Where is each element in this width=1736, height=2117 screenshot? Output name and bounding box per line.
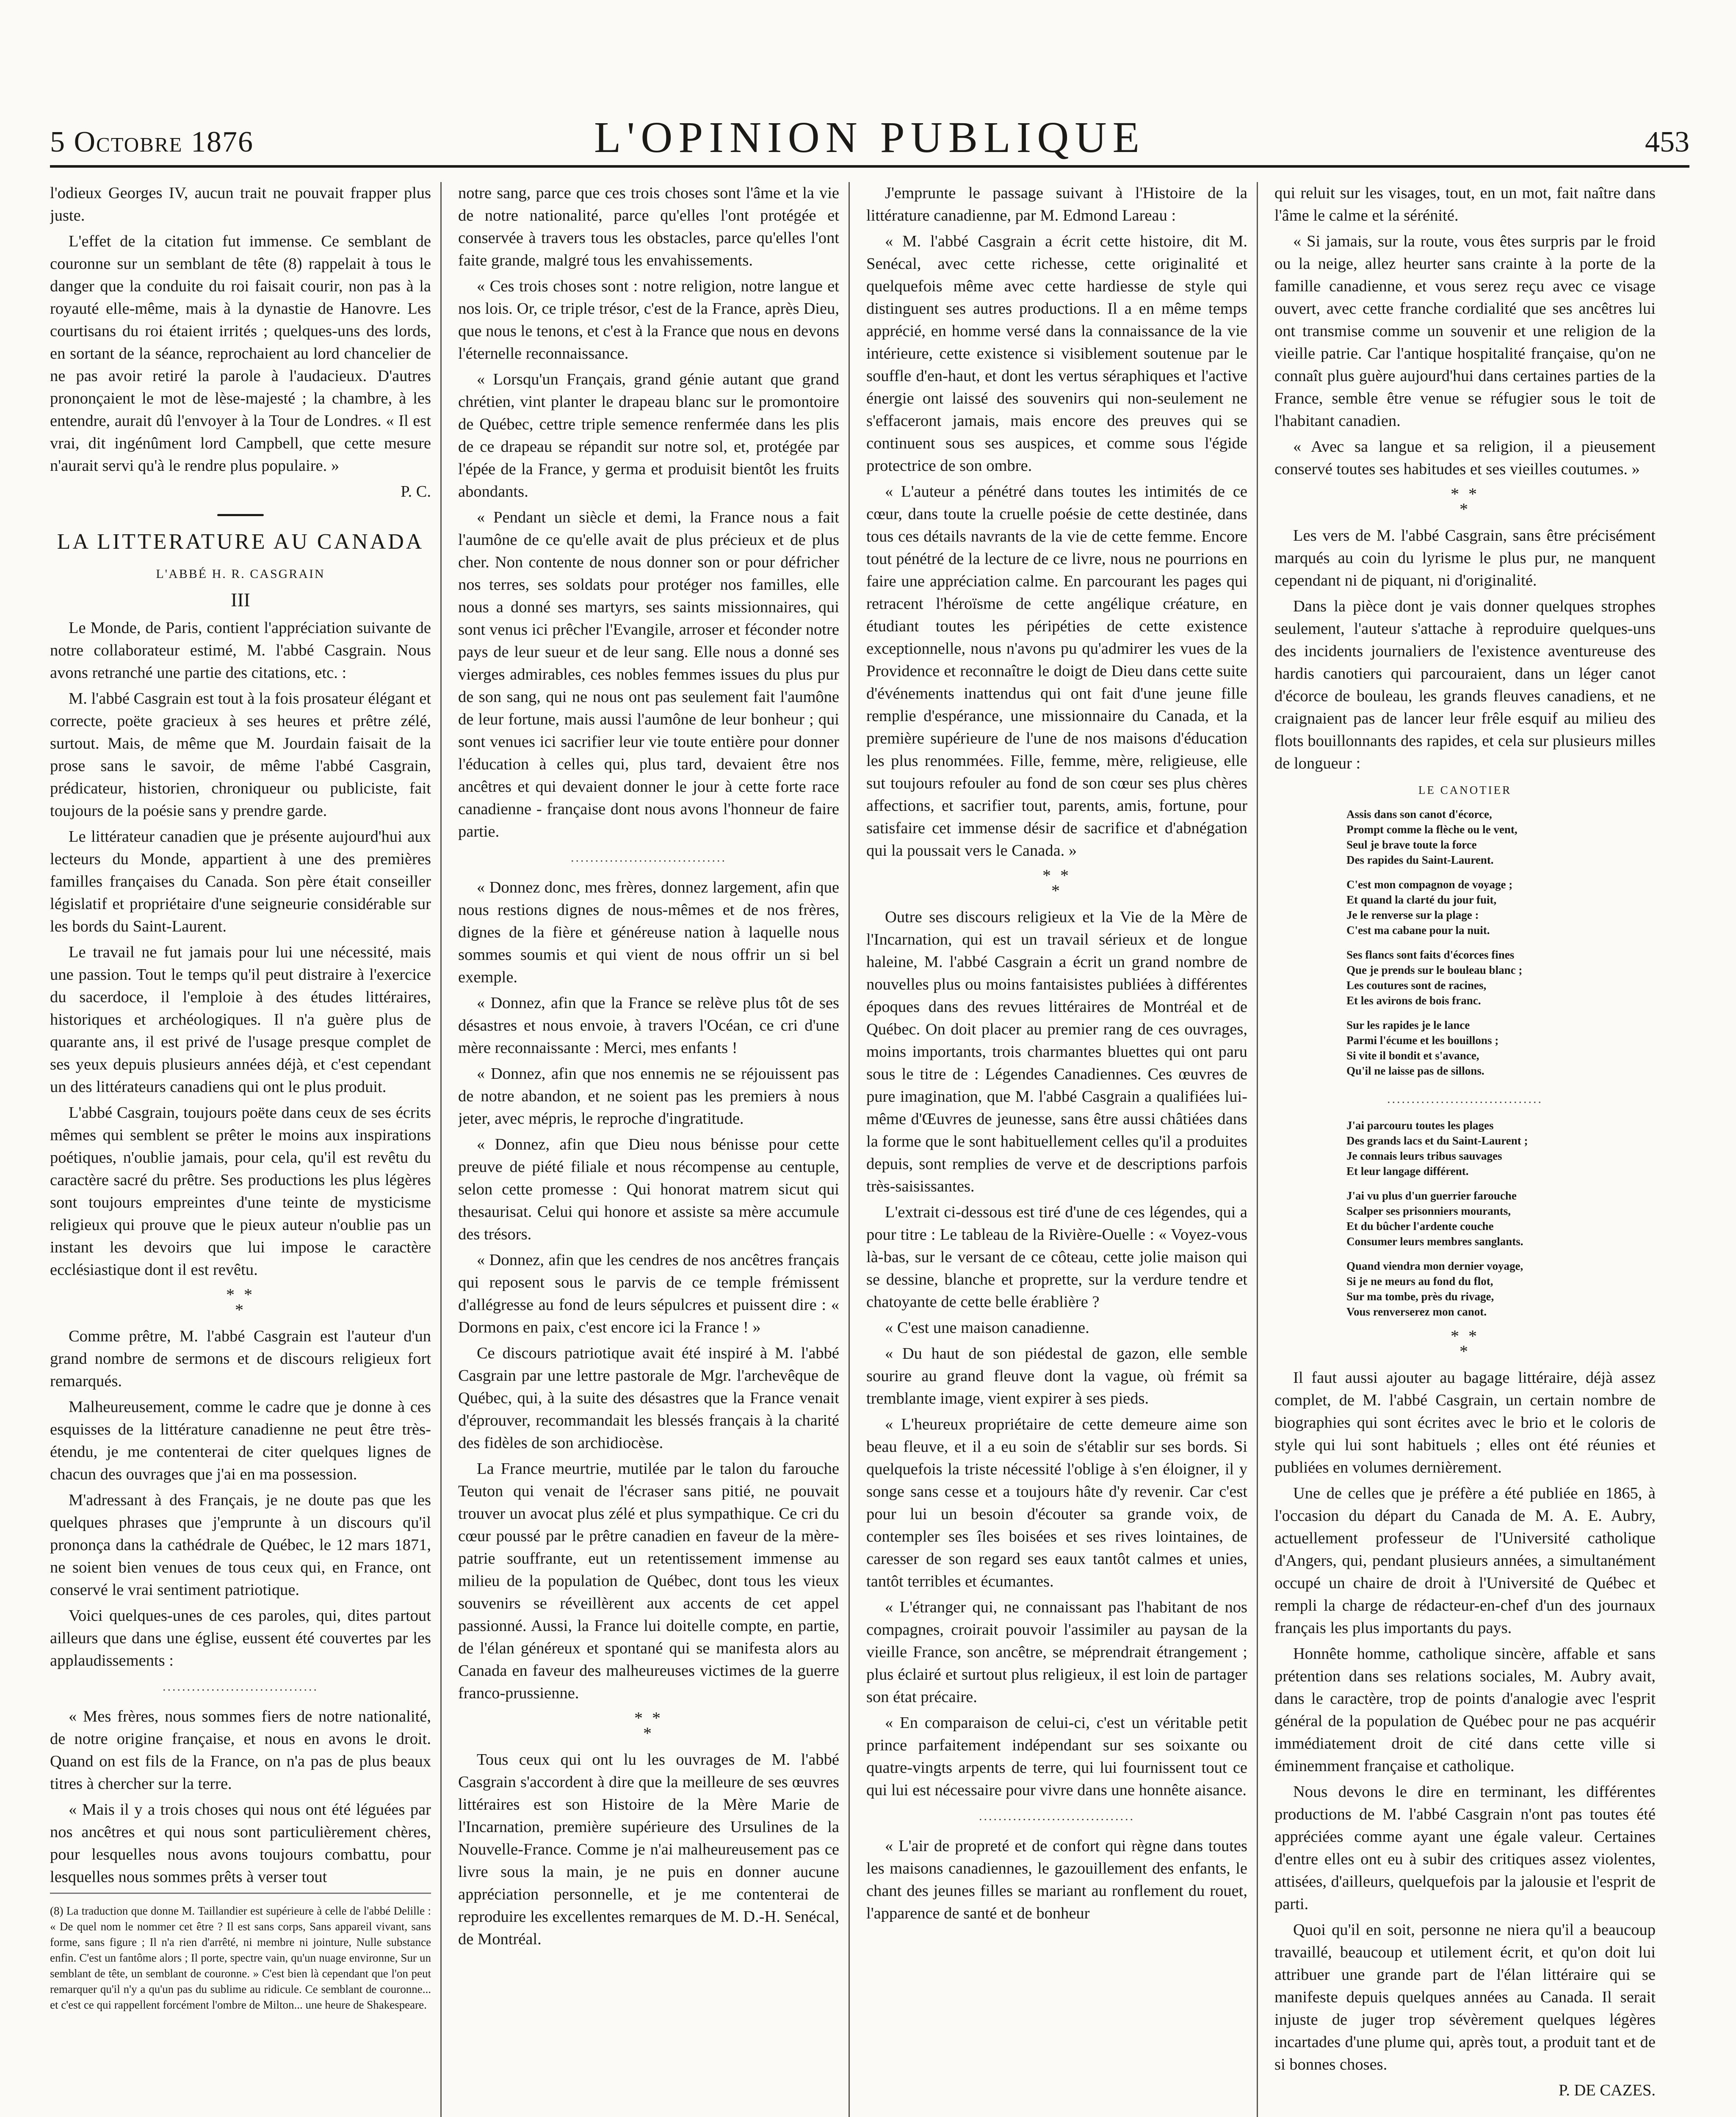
column-3 <box>866 182 1247 2117</box>
poem-line: C'est mon compagnon de voyage ; <box>1346 878 1513 891</box>
article-paragraph: « Mes frères, nous sommes fiers de notre nationalité, de notre origine française, et nous en avons le droit. Quand on est fils de la France, on n'a pas de plus beaux titres à chercher sur la terre. <box>50 1708 431 1793</box>
article-paragraph: « Donnez donc, mes frères, donnez largement, afin que nous restions dignes de nous-mêmes et de nos frères, dignes de la fière et généreuse nation à laquelle nous sommes soumis et qui vient de nous offrir un si bel exemple. <box>458 879 839 986</box>
poem-title: LE CANOTIER <box>1418 784 1512 796</box>
article-paragraph: M'adressant à des Français, je ne doute pas que les quelques phrases que j'emprunte à un discours qu'il prononça dans la cathédrale de Québec, le 12 mars 1871, ne soient bien venues de tous ceux qui, en France, ont conservé le vrai sentiment patriotique. <box>50 1491 431 1599</box>
poem-line: Des grands lacs et du Saint-Laurent ; <box>1346 1134 1528 1147</box>
article-paragraph: L'effet de la citation fut immense. Ce semblant de couronne sur un semblant de tête (8) rappelait à tous le danger que la conduite du roi faisait courir, non pas à la royauté elle-même, mais à la dynastie de Hanovre. Les courtisans du roi étaient irrités ; quelques-uns des lords, en sortant de la séance, reprochaient au lord chancelier de ne pas avoir retiré la parole à l'audacieux. D'autres prononçaient le mot de lèse-majesté ; la chambre, à les entendre, aurait dû l'envoyer à la Tour de Londres. « Il est vrai, dit ingénûment lord Campbell, que cette mesure n'aurait servi qu'à le rendre plus populaire. » <box>50 232 431 475</box>
poem-stanza <box>1346 947 1656 1008</box>
article-paragraph: « Donnez, afin que la France se relève plus tôt de ses désastres et nous envoie, à travers l'Océan, ce cri d'une mère reconnaissante : Merci, mes enfants ! <box>458 994 839 1057</box>
signature: P. C. <box>401 483 431 500</box>
footnote: (8) La traduction que donne M. Taillandier est supérieure à celle de l'abbé Delille : « De quel nom le nommer cet être ? Il est sans corps, Sans appareil vivant, sans forme, sans figure ; Il n'a rien d'arrêté, ni membre ni jointure, Nulle substance enfin. C'est un fantôme alors ; Il porte, spectre vain, qu'un nuage environne, Sur un semblant de tête, un semblant de couronne. » C'est bien là cependant que l'on peut remarquer qu'il n'y a qu'un pas du sublime au ridicule. Ce semblant de couronne... et c'est ce qui rappellent forcément l'ombre de Milton... une heure de Shakespeare. <box>50 1904 431 2011</box>
poem-line: Et les avirons de bois franc. <box>1346 994 1481 1007</box>
ellipsis-divider: ................................ <box>979 1809 1135 1823</box>
article-paragraph: « Mais il y a trois choses qui nous ont été léguées par nos ancêtres et qui nous sont particulièrement chères, pour lesquelles nous avons toujours combattu, pour lesquelles nous sommes prêts à verser tout <box>50 1801 431 1886</box>
article-paragraph: M. l'abbé Casgrain est tout à la fois prosateur élégant et correcte, poëte gracieux à ses heures et prêtre zélé, surtout. Mais, de même que M. Jourdain faisait de la prose sans le savoir, de même l'abbé Casgrain, prédicateur, historien, chroniqueur ou publiciste, fait toujours de la poésie sans y prendre garde. <box>50 690 431 820</box>
poem-line: Si je ne meurs au fond du flot, <box>1346 1275 1493 1288</box>
poem-line: Des rapides du Saint-Laurent. <box>1346 854 1494 866</box>
signature: P. DE CAZES. <box>1559 2081 1656 2099</box>
article-paragraph: J'emprunte le passage suivant à l'Histoire de la littérature canadienne, par M. Edmond Lareau : <box>866 184 1247 224</box>
poem-line: Et leur langage différent. <box>1346 1165 1469 1177</box>
article-paragraph: « Donnez, afin que Dieu nous bénisse pour cette preuve de piété filiale et nous récompense au centuple, selon cette promesse : Qui honorat matrem sicut qui thesaurisat. Celui qui honore et assiste sa mère accumule des trésors. <box>458 1136 839 1243</box>
article-paragraph: « Donnez, afin que nos ennemis ne se réjouissent pas de notre abandon, et ne soient pas les premiers à nous jeter, avec mépris, le reproche d'ingratitude. <box>458 1065 839 1128</box>
asterism-divider: * * * <box>226 1285 255 1319</box>
poem-line: Quand viendra mon dernier voyage, <box>1346 1260 1523 1272</box>
article-paragraph: « Du haut de son piédestal de gazon, elle semble sourire au grand fleuve dont la vague, où frémit sa tremblante image, vient expirer à ses pieds. <box>866 1345 1247 1407</box>
article-paragraph: qui reluit sur les visages, tout, en un mot, fait naître dans l'âme le calme et la sérénité. <box>1274 184 1656 224</box>
poem-line: Prompt comme la flèche ou le vent, <box>1346 823 1518 836</box>
article-paragraph: « En comparaison de celui-ci, c'est un véritable petit prince parfaitement indépendant sur ses soixante ou quatre-vingts arpents de terre, qui lui fournissent tout ce qui lui est nécessaire pour vivre dans une honnête aisance. <box>866 1714 1247 1799</box>
article-paragraph: « M. l'abbé Casgrain a écrit cette histoire, dit M. Senécal, avec cette richesse, cette originalité et quelquefois même avec cette hardiesse de style qui distinguent ses autres productions. Il a en même temps apprécié, en homme versé dans la connaissance de la vie intérieure, cette existence si visiblement soutenue par le souffle d'en-haut, et dont les vertus séraphiques et l'active énergie ont laissé des souvenirs qui non-seulement ne s'effaceront jamais, mais encore des preuves qui se continuent sous ses auspices, et comme sous l'égide protectrice de son ombre. <box>866 232 1247 475</box>
column-2 <box>458 182 839 2117</box>
asterism-divider: * * * <box>1451 1327 1479 1361</box>
poem-line: Ses flancs sont faits d'écorces fines <box>1346 948 1515 961</box>
page-number: 453 <box>1645 126 1689 158</box>
asterism-divider: * * * <box>1042 866 1071 900</box>
poem-line: Sur les rapides je le lance <box>1346 1019 1470 1031</box>
poem-line: Les coutures sont de racines, <box>1346 979 1487 992</box>
poem-line: J'ai parcouru toutes les plages <box>1346 1119 1494 1132</box>
article-paragraph: Le littérateur canadien que je présente aujourd'hui aux lecteurs du Monde, appartient à une des premières familles françaises du Canada. Son père était conseiller législatif et propriétaire d'une seigneurie considérable sur les bords du Saint-Laurent. <box>50 828 431 935</box>
newspaper-title: L'OPINION PUBLIQUE <box>594 113 1145 162</box>
article-paragraph: Les vers de M. l'abbé Casgrain, sans être précisément marqués au coin du lyrisme le plus pur, ne manquent cependant ni de piquant, ni d'originalité. <box>1274 527 1656 589</box>
article-paragraph: Tous ceux qui ont lu les ouvrages de M. l'abbé Casgrain s'accordent à dire que la meilleure de ses œuvres littéraires est son Histoire de la Mère Marie de l'Incarnation, première supérieure des Ursulines de la Nouvelle-France. Comme je n'ai malheureusement pas ce livre sous la main, je ne puis en donner aucune appréciation personnelle, et je me contenterai de reproduire les excellentes remarques de M. D.-H. Senécal, de Montréal. <box>458 1751 839 1948</box>
article-paragraph: « Avec sa langue et sa religion, il a pieusement conservé toutes ses habitudes et ses vieilles coutumes. » <box>1274 438 1656 478</box>
article-paragraph: Il faut aussi ajouter au bagage littéraire, déjà assez complet, de M. l'abbé Casgrain, un certain nombre de biographies qui sont écrites avec le brio et le coloris de style qui lui sont habituels ; elles ont été réunies et publiées en volumes dernièrement. <box>1274 1369 1656 1476</box>
poem-line: Si vite il bondit et s'avance, <box>1346 1049 1479 1062</box>
article-paragraph: L'abbé Casgrain, toujours poëte dans ceux de ses écrits mêmes qui semblent se prêter le moins aux inspirations poétiques, n'oublie jamais, pour cela, qu'il est revêtu du caractère sacré du prêtre. Ses productions les plus légères sont toujours empreintes d'une teinte de mysticisme religieux qui prouve que le pieux auteur n'oublie pas un instant les devoirs que lui impose le caractère ecclésiastique dont il est revêtu. <box>50 1104 431 1279</box>
article-paragraph: Une de celles que je préfère a été publiée en 1865, à l'occasion du départ du Canada de M. A. E. Aubry, actuellement professeur de l'Université catholique d'Angers, qui, pendant plusieurs années, a simultanément occupé un chaire de droit à l'Université de Québec et rempli la charge de rédacteur-en-chef d'un des journaux français les plus importants du pays. <box>1274 1484 1656 1637</box>
poem-stanza <box>1346 807 1656 868</box>
article-paragraph: Le Monde, de Paris, contient l'appréciation suivante de notre collaborateur estimé, M. l'abbé Casgrain. Nous avons retranché une partie des citations, etc. : <box>50 619 431 682</box>
article-paragraph: « C'est une maison canadienne. <box>885 1319 1089 1337</box>
article-paragraph: Le travail ne fut jamais pour lui une nécessité, mais une passion. Tout le temps qu'il peut distraire à l'exercice du sacerdoce, il l'emploie à des études littéraires, historiques et archéologiques. Il n'a guère plus de quarante ans, il est privé de l'usage presque complet de ses yeux depuis plusieurs années déjà, et c'est cependant un des littérateurs canadiens qui ont le plus produit. <box>50 943 431 1096</box>
article-paragraph: L'extrait ci-dessous est tiré d'une de ces légendes, qui a pour titre : Le tableau de la Rivière-Ouelle : « Voyez-vous là-bas, sur le versant de ce côteau, cette jolie maison qui se dessine, blanche et proprette, sur la verdure tendre et chatoyante de cette belle érablière ? <box>866 1203 1247 1311</box>
author-byline: L'ABBÉ H. R. CASGRAIN <box>156 567 325 581</box>
poem-line: J'ai vu plus d'un guerrier farouche <box>1346 1189 1517 1202</box>
article-paragraph: « Pendant un siècle et demi, la France nous a fait l'aumône de ce qu'elle avait de plus précieux et de plus cher. Non contente de nous donner son or pour défricher nos terres, ses soldats pour protéger nos familles, elle nous a donné ses martyrs, ses saints missionnaires, qui sont venus ici prêcher l'Evangile, arroser et féconder notre pays de leur sueur et de leur sang. Elle nous a donné ses vierges admirables, ces nobles femmes issues du plus pur de son sang, qui ne nous ont pas seulement fait l'aumône de leur fortune, mais aussi l'aumône de leur bonheur ; qui sont venues ici sacrifier leur vie toute entière pour donner l'éducation à celles qui, plus tard, devaient être nos ancêtres et qui devaient donner le jour à cette forte race canadienne - française dont nous avons l'honneur de faire partie. <box>458 509 839 840</box>
poem-line: Consumer leurs membres sanglants. <box>1346 1235 1523 1248</box>
issue-date: 5 Octobre 1876 <box>50 126 254 158</box>
article-paragraph: Malheureusement, comme le cadre que je donne à ces esquisses de la littérature canadienne ne peut être très-étendu, je me contenterai de citer quelques lignes de chacun des ouvrages que j'ai en ma possession. <box>50 1398 431 1483</box>
poem-line: Parmi l'écume et les bouillons ; <box>1346 1034 1499 1047</box>
poem-line: C'est ma cabane pour la nuit. <box>1346 924 1490 937</box>
article-paragraph: Nous devons le dire en terminant, les différentes productions de M. l'abbé Casgrain n'ont pas toutes été appréciées comme ayant une égale valeur. Certaines d'entre elles ont eu à subir des critiques assez violentes, attisées, d'ailleurs, quelquefois par la jalousie et l'esprit de parti. <box>1274 1783 1656 1913</box>
column-divider <box>440 182 442 2117</box>
asterism-divider: * * * <box>1451 484 1479 519</box>
poem-line: Vous renverserez mon canot. <box>1346 1305 1487 1318</box>
article-paragraph: Ce discours patriotique avait été inspiré à M. l'abbé Casgrain par une lettre pastorale de Mgr. l'archevêque de Québec, qui, à la suite des désastres que la France venait d'éprouver, recommandait les blessés français à la charité des fidèles de son archidiocèse. <box>458 1344 839 1452</box>
article-paragraph: Voici quelques-unes de ces paroles, qui, dites partout ailleurs que dans une église, eussent été couvertes par les applaudissements : <box>50 1607 431 1669</box>
column-divider <box>849 182 850 2117</box>
section-title: LA LITTERATURE AU CANADA <box>50 514 431 555</box>
article-paragraph: Comme prêtre, M. l'abbé Casgrain est l'auteur d'un grand nombre de sermons et de discours religieux fort remarqués. <box>50 1327 431 1390</box>
poem-line: Que je prends sur le bouleau blanc ; <box>1346 964 1523 976</box>
poem-line: Assis dans son canot d'écorce, <box>1346 808 1492 821</box>
asterism-divider: * * * <box>634 1708 663 1743</box>
article-paragraph: « L'étranger qui, ne connaissant pas l'habitant de nos compagnes, croirait pouvoir l'assimiler au paysan de la vieille France, son ancêtre, se méprendrait étrangement ; plus éclairé et surtout plus religieux, il est loin de partager son état précaire. <box>866 1598 1247 1706</box>
poem-line: Seul je brave toute la force <box>1346 838 1477 851</box>
poem-line: Scalper ses prisonniers mourants, <box>1346 1205 1511 1217</box>
article-paragraph: « L'air de propreté et de confort qui règne dans toutes les maisons canadiennes, le gazouillement des enfants, le chant des jeunes filles se mariant au ronflement du rouet, l'apparence de santé et de bonheur <box>866 1837 1247 1922</box>
column-1 <box>50 182 431 2117</box>
article-paragraph: La France meurtrie, mutilée par le talon du farouche Teuton qui venait de l'écraser sans pitié, ne pouvait trouver un avocat plus zélé et plus sympathique. Ce cri du cœur poussé par le prêtre canadien en faveur de la mère-patrie souffrante, eut un retentissement immense au milieu de la population de Québec, dont tous les vieux souvenirs se réveillèrent aux accents de cet appel passionné. Aussi, la France lui doitelle compte, en partie, de l'élan généreux et spontané qui se manifesta alors au Canada en faveur des malheureuses victimes de la guerre franco-prussienne. <box>458 1460 839 1702</box>
poem-stanza <box>1346 1188 1656 1249</box>
footnote-rule <box>50 1893 431 1894</box>
poem-stanza <box>1346 1118 1656 1179</box>
poem-stanza <box>1346 1017 1656 1078</box>
article-paragraph: Outre ses discours religieux et la Vie de la Mère de l'Incarnation, qui est un travail sérieux et de longue haleine, M. l'abbé Casgrain a écrit un grand nombre de nouvelles plus ou moins fantaisistes publiées à différentes époques dans des revues littéraires de Montréal et de Québec. On doit placer au premier rang de ces ouvrages, moins importants, trois charmantes bluettes qui ont paru sous le titre de : Légendes Canadiennes. Ces œuvres de pure imagination, que M. l'abbé Casgrain a qualifiées lui-même d'Œuvres de jeunesse, sans être aussi châtiées dans la forme que le sont habituellement celles qu'il a produites depuis, sont remplies de verve et de descriptions parfois très-saisissantes. <box>866 908 1247 1195</box>
masthead <box>50 114 1689 168</box>
column-divider <box>1257 182 1258 2117</box>
article-paragraph: « Ces trois choses sont : notre religion, notre langue et nos lois. Or, ce triple trésor, c'est de la France, après Dieu, que nous le tenons, et c'est à la France que nous en devons l'éternelle reconnaissance. <box>458 277 839 362</box>
article-paragraph: Honnête homme, catholique sincère, affable et sans prétention dans ses relations sociales, M. Aubry avait, dans le caractère, trop de points d'analogie avec l'esprit général de la population de Québec pour ne pas acquérir immédiatement droit de cité dans cette ville si éminemment française et catholique. <box>1274 1645 1656 1775</box>
article-paragraph: l'odieux Georges IV, aucun trait ne pouvait frapper plus juste. <box>50 184 431 224</box>
part-number: III <box>231 589 250 611</box>
poem-line: Je connais leurs tribus sauvages <box>1346 1150 1502 1162</box>
article-paragraph: « L'heureux propriétaire de cette demeure aime son beau fleuve, et il a eu soin de s'établir sur ses bords. Si quelquefois la triste nécessité l'oblige à s'en éloigner, il y songe sans cesse et a toujours hâte d'y revenir. Car c'est pour lui un besoin d'écouter sa grande voix, de contempler ses îles boisées et ses rives lointaines, de caresser de son regard ses eaux tantôt calmes et unies, tantôt terribles et écumantes. <box>866 1415 1247 1590</box>
ellipsis-divider: ................................ <box>1387 1092 1543 1106</box>
poem-line: Et du bûcher l'ardente couche <box>1346 1220 1494 1233</box>
poem-stanza <box>1346 1258 1656 1319</box>
article-paragraph: « L'auteur a pénétré dans toutes les intimités de ce cœur, dans toute la cruelle poésie de cette destinée, dans tous ces détails navrants de la vie de cette femme. Encore tout pénétré de la lecture de ce livre, nous ne pourrions en faire une appréciation calme. En parcourant les pages qui retracent l'héroïsme de cette angélique créature, en étudiant toutes les péripéties de cette existence exceptionnelle, nous n'avons pu qu'admirer les vues de la Providence et reconnaître le doigt de Dieu dans cette suite d'événements inattendus qui ont fait d'une jeune fille remplie d'espérance, une missionnaire du Canada, et la première supérieure de l'une de nos maisons d'éducation les plus renommées. Fille, femme, mère, religieuse, elle sut toujours refouler au fond de son cœur ses plus chères affections, et sacrifier tout, parents, amis, fortune, pour satisfaire cet immense désir de sacrifice et d'abnégation qui la poussait vers le Canada. » <box>866 483 1247 860</box>
poem-line: Je le renverse sur la plage : <box>1346 909 1479 921</box>
article-paragraph: « Lorsqu'un Français, grand génie autant que grand chrétien, vint planter le drapeau blanc sur le promontoire de Québec, cettre triple semence renfermée dans les plis de ce drapeau se répandit sur notre sol, et, protégée par l'épée de la France, y germa et produisit bientôt les fruits abondants. <box>458 370 839 500</box>
poem-stanza <box>1346 877 1656 938</box>
ellipsis-divider: ................................ <box>571 851 727 865</box>
poem-line: Sur ma tombe, près du rivage, <box>1346 1290 1494 1303</box>
poem-line: Et quand la clarté du jour fuit, <box>1346 893 1497 906</box>
ellipsis-divider: ................................ <box>163 1680 318 1694</box>
article-paragraph: Quoi qu'il en soit, personne ne niera qu'il a beaucoup travaillé, beaucoup et utilement écrit, et qu'on doit lui attribuer une grande part de l'élan littéraire qui se manifeste depuis quelques années au Canada. Il serait injuste de juger trop sévèrement quelques légères incartades d'une plume qui, après tout, a produit tant et de si bonnes choses. <box>1274 1921 1656 2073</box>
article-paragraph: Dans la pièce dont je vais donner quelques strophes seulement, l'auteur s'attache à reproduire quelques-uns des incidents journaliers de l'existence aventureuse des hardis canotiers qui parcouraient, dans un léger canot d'écorce de bouleau, les grands fleuves canadiens, et ne craignaient pas de lancer leur frêle esquif au milieu des flots bouillonnants des rapides, et cela sur plusieurs milles de longueur : <box>1274 597 1656 772</box>
poem-line: Qu'il ne laisse pas de sillons. <box>1346 1064 1484 1077</box>
article-paragraph: « Si jamais, sur la route, vous êtes surpris par le froid ou la neige, allez heurter sans crainte à la porte de la famille canadienne, et vous serez reçu avec ce visage ouvert, avec cette franche cordialité que ses ancêtres lui ont transmise comme un souvenir et une religion de la vieille patrie. Car l'antique hospitalité française, qu'on ne connaît plus guère aujourd'hui dans certaines parties de la France, semble être venue se réfugier sous le toit de l'habitant canadien. <box>1274 232 1656 430</box>
column-4 <box>1274 182 1656 2117</box>
article-paragraph: notre sang, parce que ces trois choses sont l'âme et la vie de notre nationalité, parce qu'elles l'ont protégée et conservée à travers tous les obstacles, parce qu'elles l'ont faite grande, malgré tous les envahissements. <box>458 184 839 269</box>
article-paragraph: « Donnez, afin que les cendres de nos ancêtres français qui reposent sous le parvis de ce temple frémissent d'allégresse au fond de leurs sépulcres et puissent dire : « Dormons en paix, c'est encore ici la France ! » <box>458 1251 839 1336</box>
